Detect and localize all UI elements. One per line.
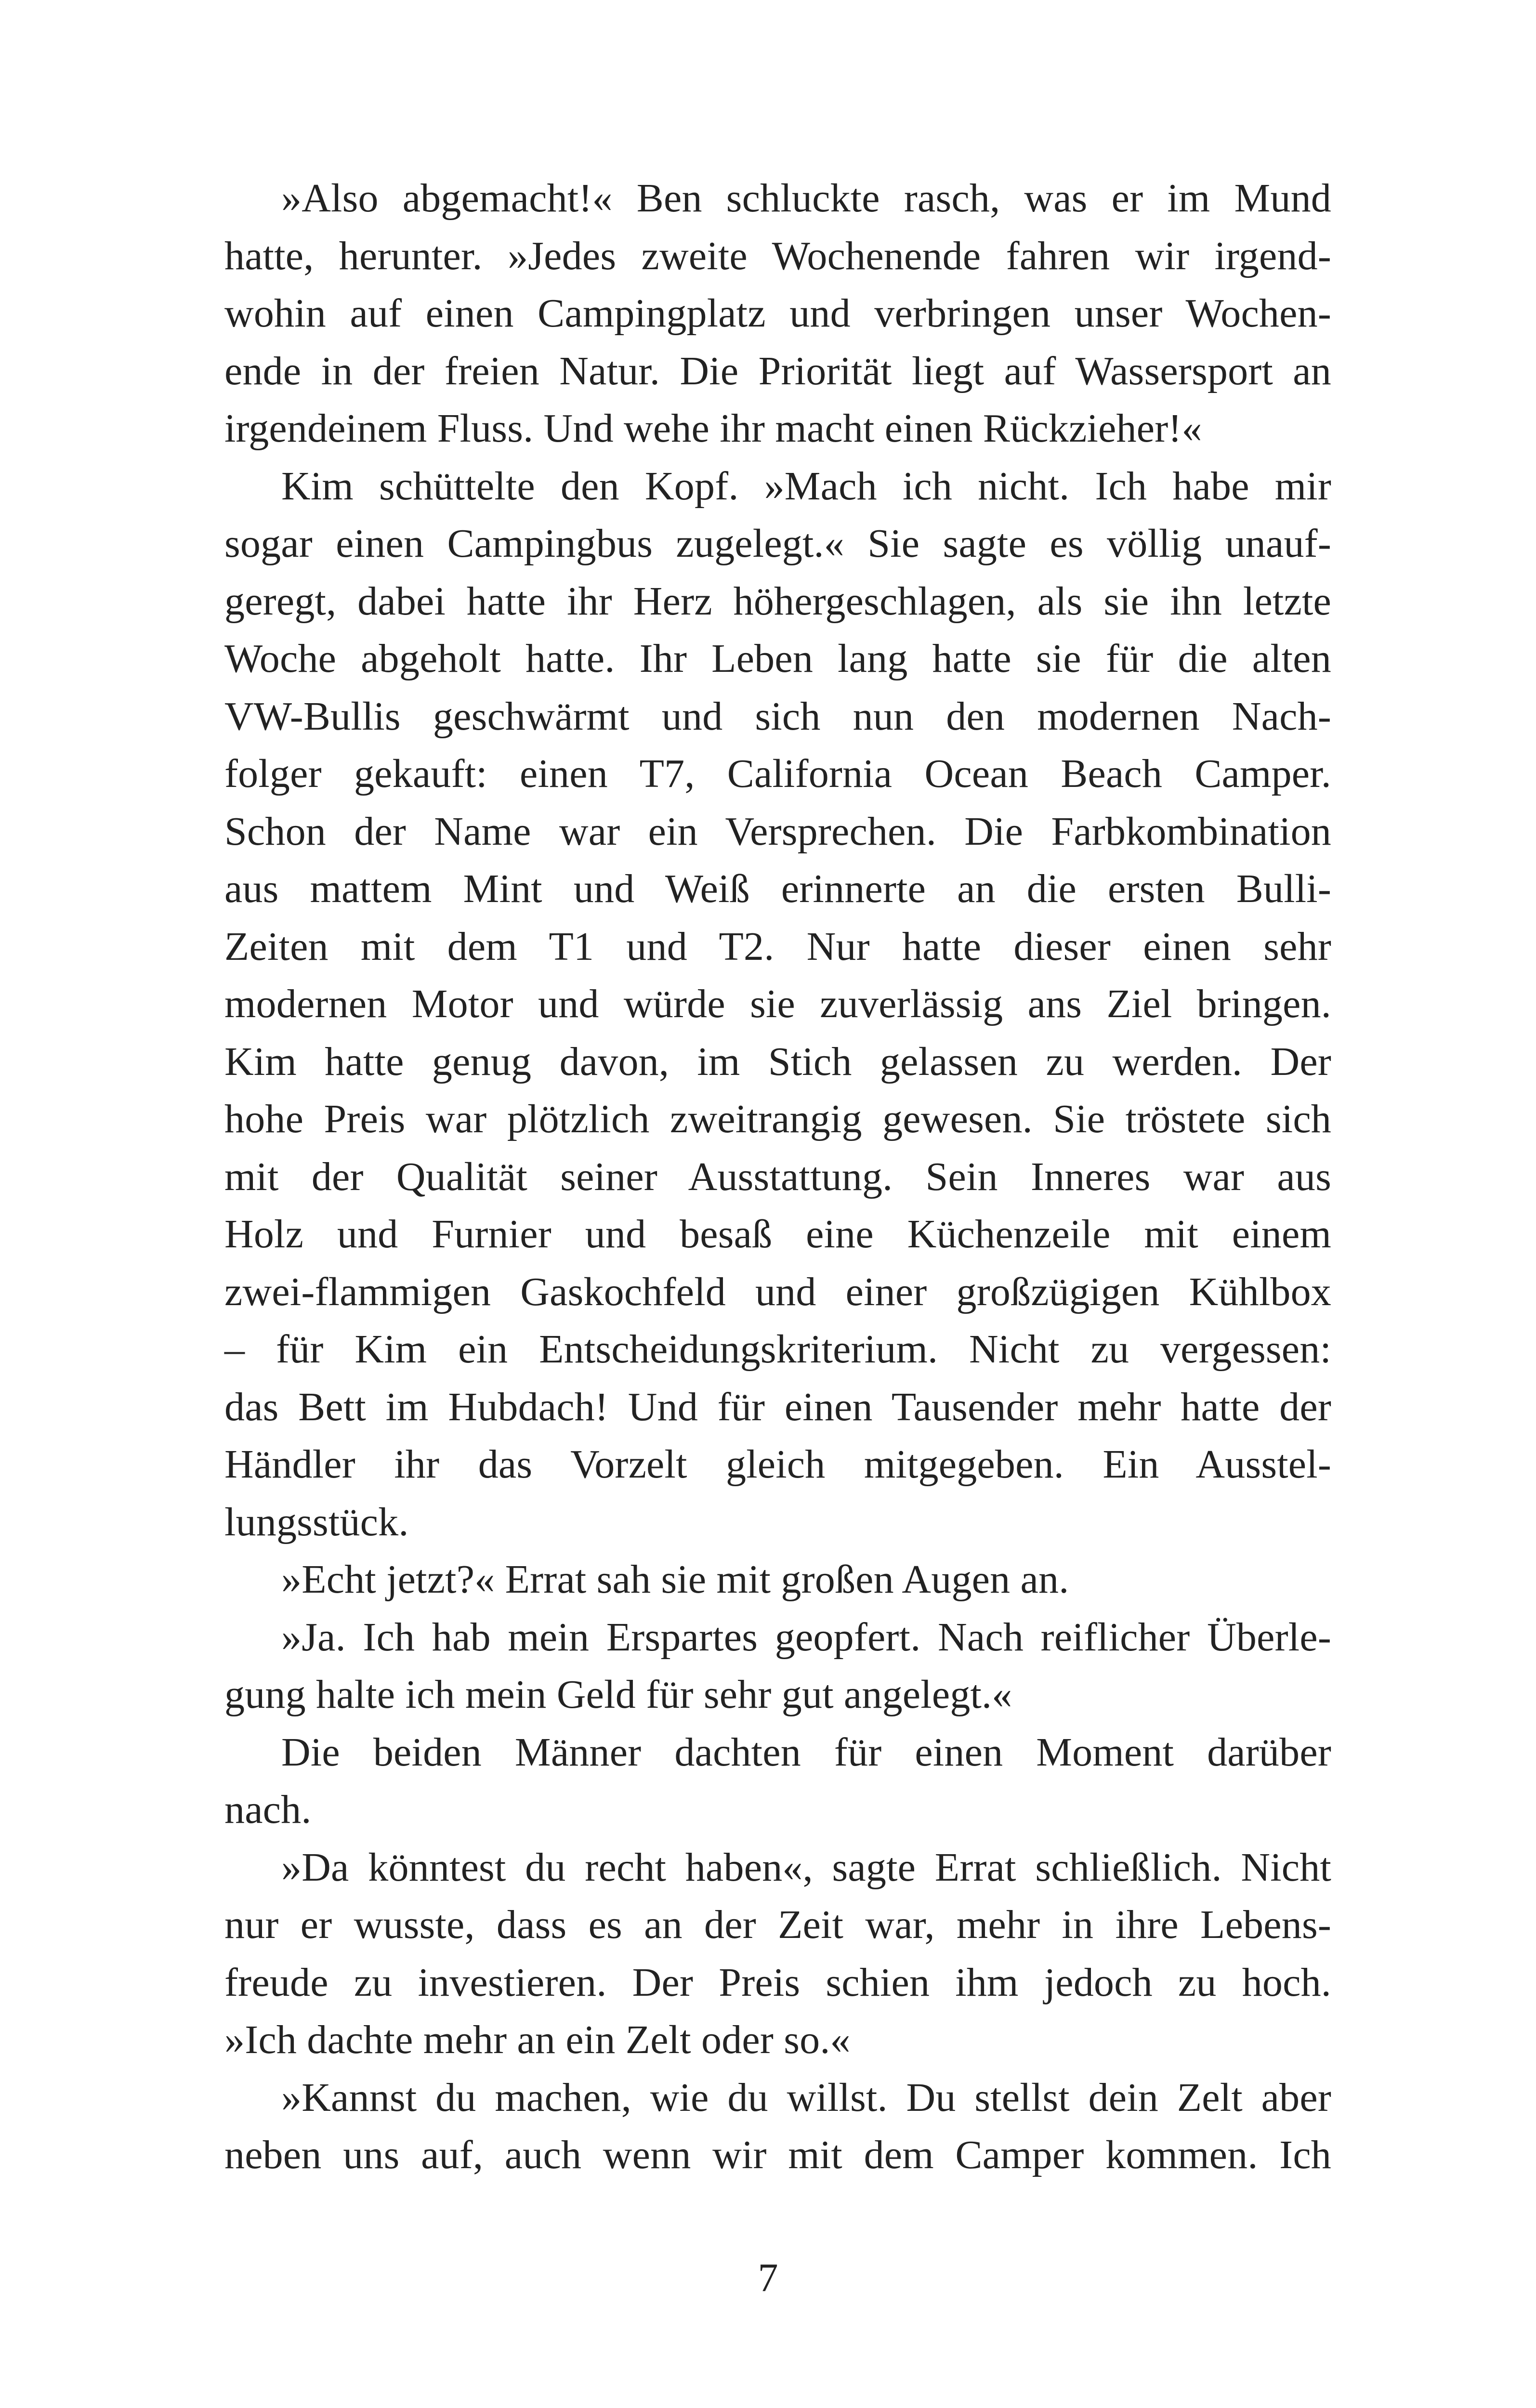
text-line: aus mattem Mint und Weiß erinnerte an die ersten Bulli- bbox=[224, 866, 1331, 911]
body-text bbox=[224, 170, 1331, 2184]
text-line: Händler ihr das Vorzelt gleich mitgegeben. Ein Ausstel- bbox=[224, 1442, 1331, 1487]
text-line: »Ich dachte mehr an ein Zelt oder so.« bbox=[224, 2017, 851, 2062]
text-line: ende in der freien Natur. Die Priorität liegt auf Wassersport an bbox=[224, 348, 1331, 393]
text-line: »Also abgemacht!« Ben schluckte rasch, was er im Mund bbox=[281, 176, 1331, 221]
text-line: Woche abgeholt hatte. Ihr Leben lang hatte sie für die alten bbox=[224, 636, 1331, 681]
text-line: nach. bbox=[224, 1787, 312, 1832]
text-line: freude zu investieren. Der Preis schien ihm jedoch zu hoch. bbox=[224, 1960, 1331, 2005]
text-line: »Da könntest du recht haben«, sagte Errat schließlich. Nicht bbox=[281, 1845, 1331, 1890]
page-number: 7 bbox=[758, 2255, 778, 2300]
text-line: Kim schüttelte den Kopf. »Mach ich nicht. Ich habe mir bbox=[281, 463, 1331, 509]
text-line: modernen Motor und würde sie zuverlässig ans Ziel bringen. bbox=[224, 982, 1331, 1026]
text-line: Holz und Furnier und besaß eine Küchenzeile mit einem bbox=[224, 1212, 1331, 1256]
text-line: neben uns auf, auch wenn wir mit dem Camper kommen. Ich bbox=[224, 2133, 1331, 2177]
text-line: mit der Qualität seiner Ausstattung. Sein Inneres war aus bbox=[224, 1154, 1331, 1199]
text-line: sogar einen Campingbus zugelegt.« Sie sagte es völlig unauf- bbox=[224, 521, 1331, 566]
text-line: lungsstück. bbox=[224, 1499, 409, 1544]
text-line: gung halte ich mein Geld für sehr gut angelegt.« bbox=[224, 1672, 1012, 1717]
text-line: zwei-flammigen Gaskochfeld und einer großzügigen Kühlbox bbox=[224, 1269, 1331, 1314]
text-line: folger gekauft: einen T7, California Ocean Beach Camper. bbox=[224, 751, 1331, 796]
text-line: Zeiten mit dem T1 und T2. Nur hatte dieser einen sehr bbox=[224, 924, 1331, 969]
text-line: »Kannst du machen, wie du willst. Du stellst dein Zelt aber bbox=[281, 2075, 1331, 2120]
text-line: Kim hatte genug davon, im Stich gelassen zu werden. Der bbox=[224, 1039, 1331, 1084]
text-line: nur er wusste, dass es an der Zeit war, mehr in ihre Lebens- bbox=[224, 1902, 1331, 1947]
text-line: Die beiden Männer dachten für einen Moment darüber bbox=[281, 1729, 1331, 1775]
text-line: das Bett im Hubdach! Und für einen Tausender mehr hatte der bbox=[224, 1384, 1331, 1429]
text-line: irgendeinem Fluss. Und wehe ihr macht einen Rückzieher!« bbox=[224, 406, 1202, 451]
text-line: hatte, herunter. »Jedes zweite Wochenende fahren wir irgend- bbox=[224, 233, 1331, 278]
text-line: VW-Bullis geschwärmt und sich nun den modernen Nach- bbox=[224, 694, 1331, 739]
text-line: Schon der Name war ein Versprechen. Die Farbkombination bbox=[224, 809, 1331, 854]
text-line: wohin auf einen Campingplatz und verbringen unser Wochen- bbox=[224, 291, 1331, 336]
text-line: »Ja. Ich hab mein Erspartes geopfert. Nach reiflicher Überle- bbox=[281, 1614, 1331, 1660]
text-line: – für Kim ein Entscheidungskriterium. Nicht zu vergessen: bbox=[224, 1327, 1331, 1372]
text-line: hohe Preis war plötzlich zweitrangig gewesen. Sie tröstete sich bbox=[224, 1097, 1331, 1141]
text-line: geregt, dabei hatte ihr Herz höhergeschlagen, als sie ihn letzte bbox=[224, 578, 1331, 624]
text-line: »Echt jetzt?« Errat sah sie mit großen Augen an. bbox=[281, 1557, 1069, 1602]
